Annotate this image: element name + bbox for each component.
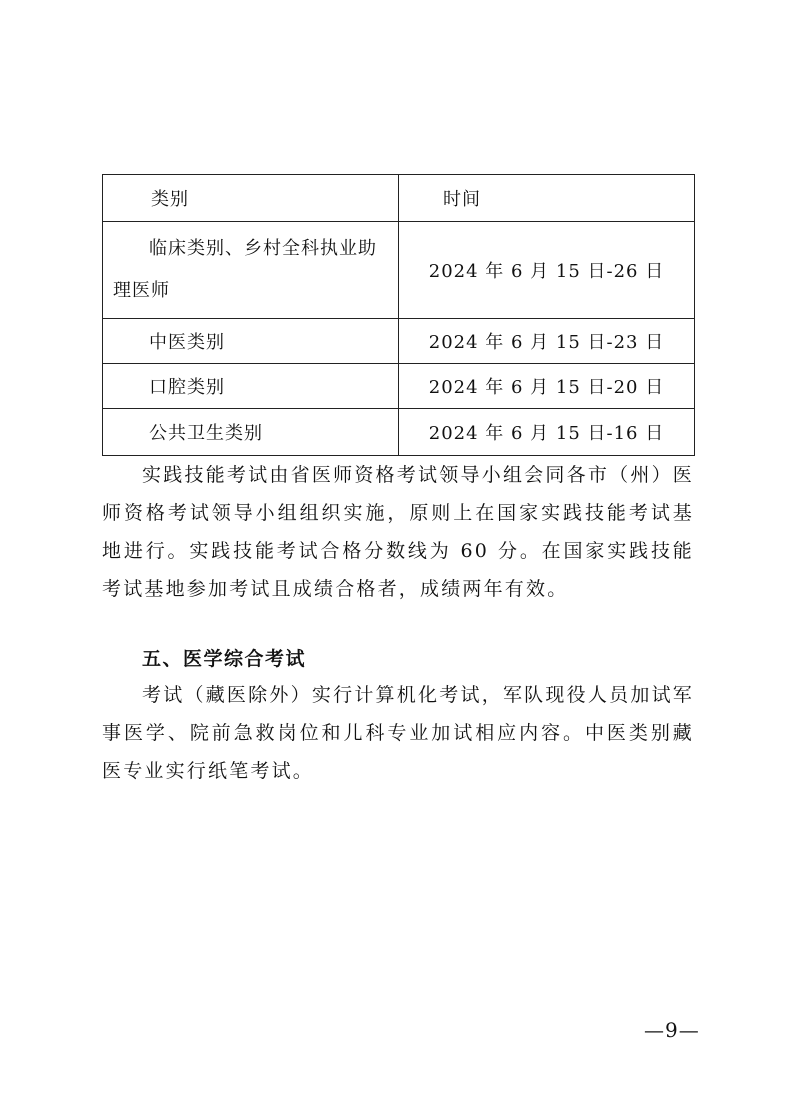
header-time: 时间: [399, 175, 695, 222]
table-header-row: [103, 175, 695, 222]
comprehensive-exam-paragraph: 考试（藏医除外）实行计算机化考试，军队现役人员加试军事医学、院前急救岗位和儿科专业加试相应内容。中医类别藏医专业实行纸笔考试。: [102, 684, 694, 782]
page-number: —9—: [644, 1018, 700, 1042]
table-row: [103, 409, 695, 456]
table-row: [103, 364, 695, 409]
row-time: 2024 年 6 月 15 日-23 日: [399, 319, 695, 364]
row-category: 临床类别、乡村全科执业助理医师: [103, 222, 399, 319]
row-category: 中医类别: [103, 319, 399, 364]
row-category: 口腔类别: [103, 364, 399, 409]
row-category: 公共卫生类别: [103, 409, 399, 456]
exam-schedule-table: [102, 174, 695, 456]
row-time: 2024 年 6 月 15 日-26 日: [399, 222, 695, 319]
row-time: 2024 年 6 月 15 日-16 日: [399, 409, 695, 456]
header-category: 类别: [103, 175, 399, 222]
table-row: [103, 319, 695, 364]
practical-exam-paragraph: 实践技能考试由省医师资格考试领导小组会同各市（州）医师资格考试领导小组组织实施，原则上在国家实践技能考试基地进行。实践技能考试合格分数线为 60 分。在国家实践技能考试基地参加考试且成绩合格者，成绩两年有效。: [102, 464, 694, 600]
row-time: 2024 年 6 月 15 日-20 日: [399, 364, 695, 409]
table-row: [103, 222, 695, 319]
section-heading: 五、医学综合考试: [142, 648, 307, 670]
